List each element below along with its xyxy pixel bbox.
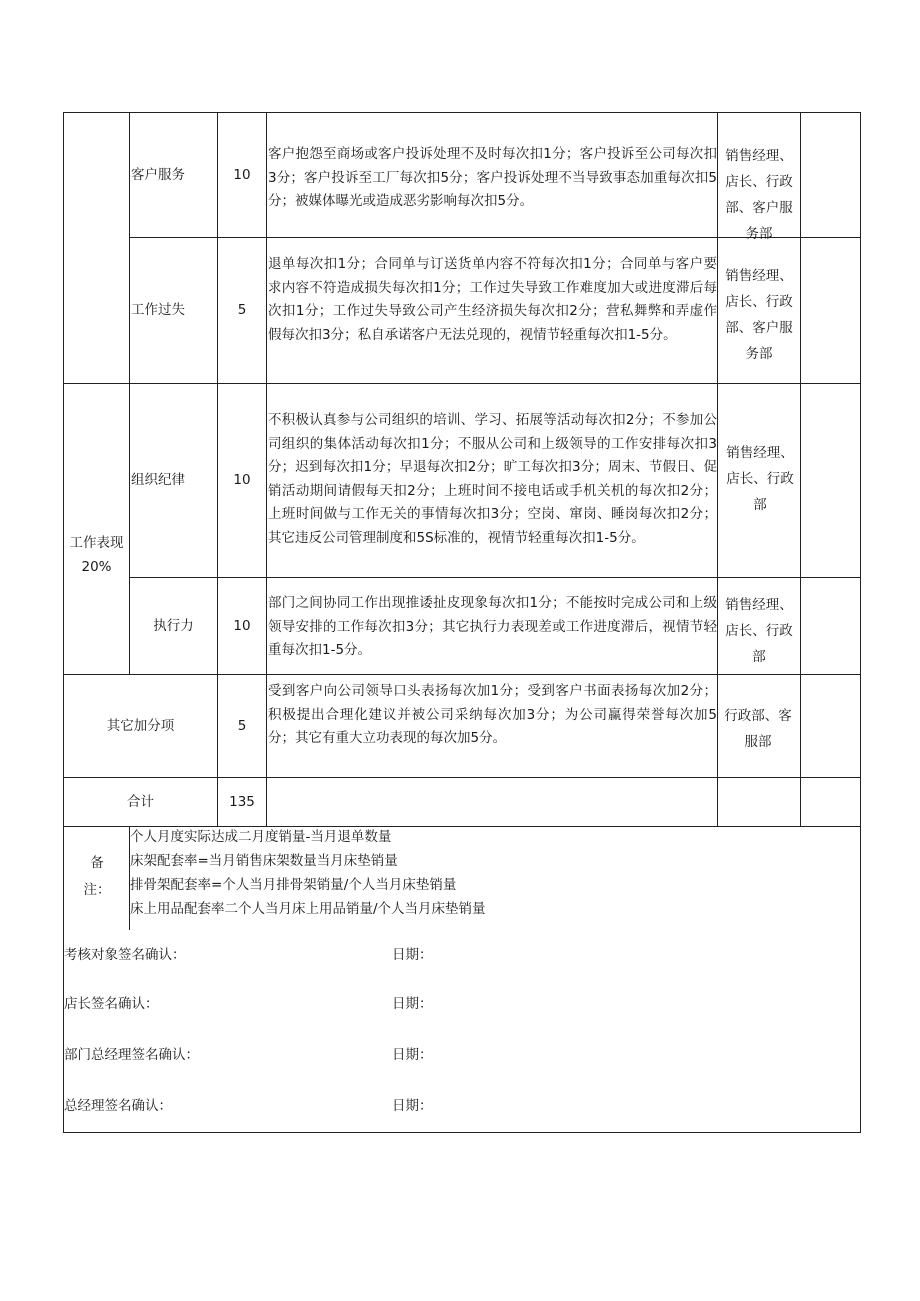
signature-label: 部门总经理签名确认：: [64, 1047, 199, 1063]
item-description: 客户抱怨至商场或客户投诉处理不及时每次扣1分；客户投诉至公司每次扣3分；客户投诉至工厂每次扣5分；客户投诉处理不当导致事态加重每次扣5分；被媒体曝光或造成恶劣影响每次扣5分。: [268, 146, 717, 209]
signature-label: 店长签名确认：: [64, 996, 159, 1012]
bonus-item-label: 其它加分项: [106, 717, 175, 734]
notes-label: 备注：: [83, 855, 111, 898]
col-divider: [266, 112, 267, 826]
note-line: 排骨架配套率=个人当月排骨架销量/个人当月床垫销量: [130, 877, 457, 893]
signature-label: 考核对象签名确认：: [64, 947, 186, 963]
note-line: 个人月度实际达成二月度销量-当月退单数量: [130, 829, 392, 845]
item-description: 退单每次扣1分；合同单与订送货单内容不符每次扣1分；合同单与客户要求内容不符造成损失每次扣1分；工作过失导致工作难度加大或进度滞后每次扣1分；工作过失导致公司产生经济损失每次扣2分；营私舞弊和弄虚作假每次扣3分；私自承诺客户无法兑现的，视情节轻重每次扣1-5分。: [268, 256, 717, 343]
item-department: 销售经理、店长、行政部: [726, 445, 794, 513]
border-left: [63, 112, 64, 1133]
col-divider: [717, 112, 718, 826]
col-divider: [800, 112, 801, 826]
date-label: 日期：: [392, 1047, 433, 1063]
item-score: 5: [237, 302, 247, 318]
item-description: 不积极认真参与公司组织的培训、学习、拓展等活动每次扣2分；不参加公司组织的集体活动每次扣1分；不服从公司和上级领导的工作安排每次扣3分；迟到每次扣1分；早退每次扣2分；旷工每次扣3分；周末、节假日、促销活动期间请假每天扣2分；上班时间不接电话或手机关机的每次扣2分；上班时间做与工作无关的事情每次扣3分；空岗、窜岗、睡岗每次扣2分；其它违反公司管理制度和5S标准的，视情节轻重每次扣1-5分。: [268, 412, 717, 546]
item-label: 工作过失: [131, 302, 185, 318]
item-department: 销售经理、店长、行政部、客户服务部: [725, 148, 793, 242]
item-label: 客户服务: [131, 166, 185, 183]
item-score: 10: [233, 617, 251, 634]
note-line: 床上用品配套率二个人当月床上用品销量/个人当月床垫销量: [130, 901, 486, 917]
border-right: [860, 112, 861, 1133]
total-label: 合计: [127, 793, 154, 810]
signature-label: 总经理签名确认：: [64, 1098, 172, 1114]
date-label: 日期：: [392, 947, 433, 963]
note-line: 床架配套率=当月销售床架数量当月床垫销量: [130, 853, 398, 869]
item-score: 10: [233, 166, 251, 183]
item-score: 10: [233, 472, 251, 488]
category-work-performance: 工作表现20%: [69, 535, 124, 575]
date-label: 日期：: [392, 996, 433, 1012]
bonus-item-description: 受到客户向公司领导口头表扬每次加1分；受到客户书面表扬每次加2分；积极提出合理化建议并被公司采纳每次加3分；为公司赢得荣誉每次加5分；其它有重大立功表现的每次加5分。: [268, 683, 717, 746]
item-department: 销售经理、店长、行政部: [725, 597, 793, 665]
total-value: 135: [229, 793, 255, 810]
border-bottom: [63, 1132, 861, 1133]
item-label: 执行力: [153, 617, 194, 634]
item-label: 组织纪律: [131, 472, 185, 488]
date-label: 日期：: [392, 1098, 433, 1114]
bonus-item-score: 5: [237, 717, 247, 734]
item-department: 销售经理、店长、行政部、客户服务部: [725, 268, 793, 362]
item-description: 部门之间协同工作出现推诿扯皮现象每次扣1分；不能按时完成公司和上级领导安排的工作每次扣3分；其它执行力表现差或工作进度滞后，视情节轻重每次扣1-5分。: [268, 595, 717, 658]
bonus-item-department: 行政部、客服部: [724, 708, 792, 750]
